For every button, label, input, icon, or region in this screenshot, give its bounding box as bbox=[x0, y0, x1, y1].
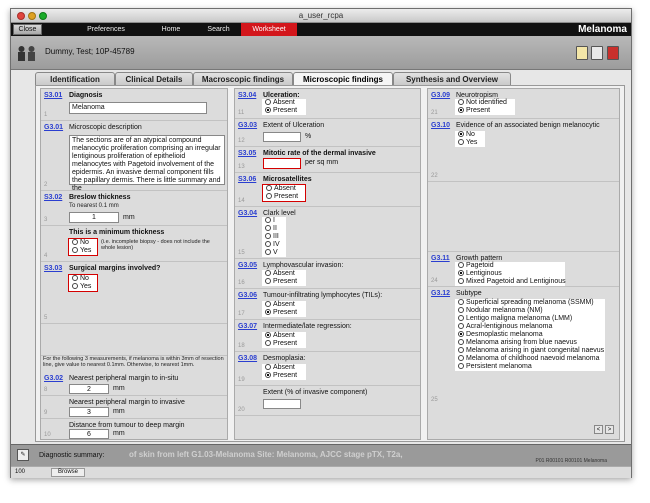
ulceration-options bbox=[262, 99, 306, 115]
row-number: 19 bbox=[238, 377, 245, 383]
option-label: No bbox=[466, 131, 475, 138]
neurotropism-row bbox=[428, 89, 619, 119]
option-label: Absent bbox=[273, 301, 295, 308]
radio-option[interactable] bbox=[72, 239, 94, 247]
radio-option[interactable] bbox=[265, 217, 283, 225]
blank-row bbox=[41, 324, 227, 356]
radio-option[interactable] bbox=[265, 249, 283, 257]
window-title: a_user_rcpa bbox=[298, 11, 344, 20]
lympho-label: Lymphovascular invasion: bbox=[263, 262, 344, 269]
radio-icon bbox=[458, 299, 464, 305]
code-link[interactable]: S3.06 bbox=[238, 176, 257, 183]
radio-icon bbox=[265, 364, 271, 370]
radio-option[interactable] bbox=[265, 340, 303, 348]
radio-icon bbox=[72, 239, 78, 245]
code-link[interactable]: S3.04 bbox=[238, 92, 257, 99]
row-number: 2 bbox=[44, 182, 48, 188]
radio-icon bbox=[458, 270, 464, 276]
prev-page-button[interactable]: < bbox=[594, 425, 603, 434]
code-link[interactable]: G3.08 bbox=[238, 355, 258, 362]
radio-option[interactable] bbox=[265, 99, 303, 107]
option-label: Present bbox=[466, 107, 491, 114]
row-number: 11 bbox=[238, 110, 245, 116]
radio-option[interactable] bbox=[458, 307, 602, 315]
radio-icon bbox=[266, 193, 272, 199]
diagnosis-label: Diagnosis bbox=[69, 92, 103, 99]
microscopic-row bbox=[41, 121, 227, 191]
unit-label: mm bbox=[113, 385, 125, 392]
benign-options bbox=[455, 131, 485, 147]
row-number: 10 bbox=[44, 432, 51, 438]
extent-invasive-row bbox=[235, 386, 420, 416]
benign-label: Evidence of an associated benign melanocytic bbox=[456, 122, 600, 129]
row-number: 4 bbox=[44, 253, 48, 259]
desmo-label: Desmoplasia: bbox=[263, 355, 306, 362]
radio-option[interactable] bbox=[458, 262, 562, 270]
extent-label: Extent of Ulceration bbox=[263, 122, 325, 129]
radio-option[interactable] bbox=[72, 275, 94, 283]
diagnostic-summary-bar bbox=[11, 444, 631, 466]
option-label: Yes bbox=[466, 139, 478, 146]
ulceration-row bbox=[235, 89, 420, 119]
option-label: Not identified bbox=[466, 99, 507, 106]
radio-icon bbox=[458, 323, 464, 329]
radio-option[interactable] bbox=[458, 278, 566, 286]
edit-summary-icon[interactable]: ✎ bbox=[17, 449, 29, 461]
radio-icon bbox=[266, 185, 272, 191]
radio-option[interactable] bbox=[265, 278, 303, 286]
subtype-row bbox=[428, 287, 619, 427]
radio-option[interactable] bbox=[265, 301, 303, 309]
growth-row bbox=[428, 252, 619, 287]
status-bar bbox=[11, 466, 631, 478]
row-number: 22 bbox=[431, 173, 438, 179]
option-label: Absent bbox=[273, 332, 295, 339]
radio-icon bbox=[458, 131, 464, 137]
unit-label: mm bbox=[113, 408, 125, 415]
title-bar bbox=[11, 9, 631, 23]
measurement-note: For the following 3 measurements, if melanoma is within 3mm of resection line, give value to nearest 0.1mm. Otherwise, to nearest 1mm. bbox=[43, 356, 224, 368]
code-link[interactable]: G3.12 bbox=[431, 290, 451, 297]
option-label: III bbox=[273, 233, 279, 240]
insitu-row bbox=[41, 372, 227, 396]
option-label: Present bbox=[274, 193, 299, 200]
regression-label: Intermediate/late regression: bbox=[263, 323, 352, 330]
option-label: Present bbox=[273, 309, 298, 316]
option-label: Present bbox=[273, 372, 298, 379]
deep-label: Distance from tumour to deep margin bbox=[69, 422, 185, 429]
radio-icon bbox=[265, 270, 271, 276]
patient-name: Dummy, Test; 10P-45789 bbox=[45, 47, 135, 56]
radio-icon bbox=[265, 309, 271, 315]
extent-field[interactable] bbox=[263, 132, 301, 142]
close-button[interactable]: Close bbox=[13, 24, 42, 35]
next-page-button[interactable]: > bbox=[605, 425, 614, 434]
microsat-options bbox=[262, 184, 306, 202]
code-link[interactable]: G3.06 bbox=[238, 292, 258, 299]
radio-icon bbox=[458, 262, 464, 268]
radio-icon bbox=[458, 278, 464, 284]
option-label: Superficial spreading melanoma (SSMM) bbox=[466, 299, 594, 306]
worksheet-content bbox=[35, 85, 625, 442]
radio-icon bbox=[458, 139, 464, 145]
option-label: Acral-lentiginous melanoma bbox=[466, 323, 553, 330]
radio-icon bbox=[265, 241, 271, 247]
subtype-label: Subtype bbox=[456, 290, 482, 297]
clark-row bbox=[235, 207, 420, 259]
radio-option[interactable] bbox=[265, 241, 283, 249]
row-number: 15 bbox=[238, 250, 245, 256]
row-number: 20 bbox=[238, 407, 245, 413]
radio-icon bbox=[458, 363, 464, 369]
row-number: 9 bbox=[44, 410, 48, 416]
radio-option[interactable] bbox=[458, 131, 482, 139]
neuro-options bbox=[455, 99, 515, 115]
growth-options bbox=[455, 262, 565, 286]
row-number: 12 bbox=[238, 138, 245, 144]
desmo-options bbox=[262, 364, 306, 380]
code-link[interactable]: G3.09 bbox=[431, 92, 451, 99]
radio-icon bbox=[72, 247, 78, 253]
browse-mode-button[interactable]: Browse bbox=[51, 468, 85, 477]
row-number: 1 bbox=[44, 112, 48, 118]
tab-microscopic-findings[interactable]: Microscopic findings bbox=[293, 72, 393, 86]
row-number: 8 bbox=[44, 387, 48, 393]
code-link[interactable]: G3.04 bbox=[238, 210, 258, 217]
unit-label: % bbox=[305, 133, 312, 140]
min-thickness-options bbox=[68, 238, 98, 256]
lympho-options bbox=[262, 270, 306, 286]
radio-option[interactable] bbox=[266, 193, 302, 201]
insitu-field[interactable]: 2 bbox=[69, 384, 109, 394]
extent-invasive-field[interactable] bbox=[263, 399, 301, 409]
microsat-label: Microsatellites bbox=[263, 176, 312, 183]
diagnosis-field[interactable]: Melanoma bbox=[69, 102, 207, 114]
breslow-label: Breslow thickness bbox=[69, 194, 131, 201]
microsatellites-row bbox=[235, 173, 420, 207]
clark-label: Clark level bbox=[263, 210, 296, 217]
code-link[interactable]: G3.11 bbox=[431, 255, 450, 262]
code-link[interactable]: S3.01 bbox=[44, 92, 63, 99]
radio-icon bbox=[265, 233, 271, 239]
radio-icon bbox=[458, 99, 464, 105]
radio-option[interactable] bbox=[72, 283, 94, 291]
patient-header bbox=[11, 36, 631, 70]
mitotic-row bbox=[235, 147, 420, 173]
deep-row bbox=[41, 419, 227, 440]
breslow-row bbox=[41, 191, 227, 226]
option-label: Absent bbox=[274, 185, 296, 192]
row-number: 13 bbox=[238, 164, 245, 170]
code-link[interactable]: G3.03 bbox=[238, 122, 258, 129]
til-label: Tumour-infiltrating lymphocytes (TILs): bbox=[263, 292, 383, 299]
radio-option[interactable] bbox=[72, 247, 94, 255]
row-number: 24 bbox=[431, 278, 438, 284]
notes-icon[interactable] bbox=[576, 46, 588, 60]
menu-worksheet[interactable]: Worksheet bbox=[241, 23, 297, 36]
radio-option[interactable] bbox=[265, 107, 303, 115]
radio-icon bbox=[458, 331, 464, 337]
min-thickness-note: (i.e. incomplete biopsy - does not include the whole lesion) bbox=[101, 239, 210, 251]
radio-icon bbox=[265, 340, 271, 346]
clark-options bbox=[262, 217, 286, 257]
subtype-options bbox=[455, 299, 605, 371]
row-number: 3 bbox=[44, 217, 48, 223]
insitu-label: Nearest peripheral margin to in-situ bbox=[69, 375, 179, 382]
ulceration-label: Ulceration: bbox=[263, 92, 300, 99]
radio-option[interactable] bbox=[266, 185, 302, 193]
option-label: II bbox=[273, 225, 277, 232]
menu-home[interactable]: Home bbox=[161, 26, 181, 33]
radio-icon bbox=[265, 332, 271, 338]
patients-icon bbox=[17, 43, 37, 63]
row-number: 5 bbox=[44, 315, 48, 321]
option-label: Desmoplastic melanoma bbox=[466, 331, 543, 338]
option-label: Present bbox=[273, 278, 298, 285]
row-number: 17 bbox=[238, 311, 245, 317]
option-label: Melanoma arising from blue naevus bbox=[466, 339, 577, 346]
radio-option[interactable] bbox=[458, 339, 602, 347]
mitotic-label: Mitotic rate of the dermal invasive bbox=[263, 150, 376, 157]
desmoplasia-row bbox=[235, 352, 420, 386]
option-label: No bbox=[80, 275, 89, 282]
radio-option[interactable] bbox=[265, 270, 303, 278]
radio-option[interactable] bbox=[265, 332, 303, 340]
deep-field[interactable]: 6 bbox=[69, 429, 109, 439]
option-label: V bbox=[273, 249, 278, 256]
app-window bbox=[10, 8, 632, 478]
code-link[interactable]: S3.02 bbox=[44, 194, 63, 201]
radio-icon bbox=[458, 307, 464, 313]
breslow-sub: To nearest 0.1 mm bbox=[69, 203, 119, 209]
option-label: Lentigo maligna melanoma (LMM) bbox=[466, 315, 573, 322]
radio-option[interactable] bbox=[458, 315, 602, 323]
code-link[interactable]: G3.10 bbox=[431, 122, 451, 129]
radio-option[interactable] bbox=[458, 270, 562, 278]
option-label: Yes bbox=[80, 283, 92, 290]
option-label: No bbox=[80, 239, 89, 246]
radio-option[interactable] bbox=[458, 99, 512, 107]
radio-icon bbox=[72, 283, 78, 289]
radio-icon bbox=[265, 372, 271, 378]
micro-label: Microscopic description bbox=[69, 124, 142, 131]
radio-option[interactable] bbox=[458, 331, 602, 339]
row-number: 16 bbox=[238, 280, 245, 286]
option-label: IV bbox=[273, 241, 280, 248]
record-codes: P01 R00101 R00101 Melanoma bbox=[535, 458, 607, 464]
pdf-icon[interactable] bbox=[607, 46, 619, 60]
row-number: 18 bbox=[238, 343, 245, 349]
option-label: Melanoma of childhood naevoid melanoma bbox=[466, 355, 600, 362]
growth-label: Growth pattern bbox=[456, 255, 503, 262]
invasive-row bbox=[41, 396, 227, 419]
neuro-label: Neurotropism bbox=[456, 92, 499, 99]
measure-note-row bbox=[41, 356, 227, 372]
til-row bbox=[235, 289, 420, 320]
menu-bar bbox=[11, 23, 631, 36]
option-label: Present bbox=[273, 107, 298, 114]
radio-icon bbox=[458, 107, 464, 113]
margins-options bbox=[68, 274, 98, 292]
option-label: Yes bbox=[80, 247, 92, 254]
option-label: Nodular melanoma (NM) bbox=[466, 307, 543, 314]
radio-option[interactable] bbox=[265, 225, 283, 233]
tab-clinical-details[interactable]: Clinical Details bbox=[115, 72, 193, 86]
radio-option[interactable] bbox=[458, 107, 512, 115]
unit-label: mm bbox=[113, 430, 125, 437]
code-link[interactable]: G3.05 bbox=[238, 262, 258, 269]
tab-identification[interactable]: Identification bbox=[35, 72, 115, 86]
code-link[interactable]: S3.03 bbox=[44, 265, 63, 272]
min-thickness-label: This is a minimum thickness bbox=[69, 229, 165, 236]
radio-option[interactable] bbox=[458, 363, 602, 371]
radio-icon bbox=[265, 217, 271, 223]
column-2 bbox=[234, 88, 421, 440]
radio-icon bbox=[265, 225, 271, 231]
radio-icon bbox=[458, 339, 464, 345]
tab-macroscopic-findings[interactable]: Macroscopic findings bbox=[193, 72, 293, 86]
code-link[interactable]: G3.01 bbox=[44, 124, 64, 131]
radio-option[interactable] bbox=[458, 139, 482, 147]
option-label: Mixed Pagetoid and Lentiginous bbox=[466, 278, 566, 285]
option-label: Absent bbox=[273, 99, 295, 106]
row-number: 21 bbox=[431, 110, 438, 116]
benign-row bbox=[428, 119, 619, 182]
radio-option[interactable] bbox=[265, 309, 303, 317]
regression-row bbox=[235, 320, 420, 352]
radio-option[interactable] bbox=[458, 323, 602, 331]
option-label: Absent bbox=[273, 364, 295, 371]
tab-synthesis-overview[interactable]: Synthesis and Overview bbox=[393, 72, 511, 86]
extent-invasive-label: Extent (% of invasive component) bbox=[263, 389, 368, 396]
radio-icon bbox=[265, 99, 271, 105]
micro-description-field[interactable]: The sections are of an atypical compound melanocytic proliferation comprising an irregular lentiginous proliferation of epithelioid melanocytes with Pagetoid involvement of the epidermis. An invasive dermal component fills the papillary dermis. There is little summary and the bbox=[69, 135, 225, 185]
radio-option[interactable] bbox=[458, 347, 605, 355]
option-label: I bbox=[273, 217, 275, 224]
code-link[interactable]: S3.05 bbox=[238, 150, 257, 157]
breslow-field[interactable]: 1 bbox=[69, 212, 119, 223]
radio-option[interactable] bbox=[265, 364, 303, 372]
radio-option[interactable] bbox=[458, 355, 602, 363]
row-number: 25 bbox=[431, 397, 438, 403]
radio-icon bbox=[265, 249, 271, 255]
regression-options bbox=[262, 332, 306, 348]
unit-label: mm bbox=[123, 214, 135, 221]
radio-icon bbox=[458, 347, 464, 353]
option-label: Absent bbox=[273, 270, 295, 277]
extent-row bbox=[235, 119, 420, 147]
til-options bbox=[262, 301, 306, 317]
margins-row bbox=[41, 262, 227, 324]
radio-icon bbox=[458, 315, 464, 321]
print-icon[interactable] bbox=[591, 46, 603, 60]
radio-option[interactable] bbox=[265, 372, 303, 380]
menu-search[interactable]: Search bbox=[207, 26, 230, 33]
code-link[interactable]: G3.07 bbox=[238, 323, 258, 330]
diagnosis-row bbox=[41, 89, 227, 121]
mitotic-field[interactable] bbox=[263, 158, 301, 169]
option-label: Persistent melanoma bbox=[466, 363, 532, 370]
radio-icon bbox=[72, 275, 78, 281]
summary-label: Diagnostic summary: bbox=[39, 452, 105, 459]
code-link[interactable]: G3.02 bbox=[44, 375, 64, 382]
option-label: Melanoma arising in giant congenital naevus bbox=[466, 347, 605, 354]
row-number: 14 bbox=[238, 198, 245, 204]
invasive-label: Nearest peripheral margin to invasive bbox=[69, 399, 185, 406]
radio-icon bbox=[458, 355, 464, 361]
radio-icon bbox=[265, 107, 271, 113]
min-thickness-row bbox=[41, 226, 227, 262]
column-1 bbox=[40, 88, 228, 440]
radio-option[interactable] bbox=[265, 233, 283, 241]
summary-text: of skin from left G1.03-Melanoma Site: Melanoma, AJCC stage pTX, T2a, bbox=[129, 450, 403, 459]
margins-label: Surgical margins involved? bbox=[69, 265, 161, 272]
radio-option[interactable] bbox=[458, 299, 602, 307]
invasive-field[interactable]: 3 bbox=[69, 407, 109, 417]
radio-icon bbox=[265, 301, 271, 307]
unit-label: per sq mm bbox=[305, 159, 339, 166]
lymphovascular-row bbox=[235, 259, 420, 289]
menu-preferences[interactable]: Preferences bbox=[87, 26, 125, 33]
app-brand: Melanoma bbox=[578, 24, 627, 35]
option-label: Present bbox=[273, 340, 298, 347]
radio-icon bbox=[265, 278, 271, 284]
zoom-level[interactable]: 100 bbox=[15, 469, 26, 475]
option-label: Lentiginous bbox=[466, 270, 502, 277]
column-3 bbox=[427, 88, 620, 440]
blank-row bbox=[428, 182, 619, 252]
option-label: Pagetoid bbox=[466, 262, 494, 269]
